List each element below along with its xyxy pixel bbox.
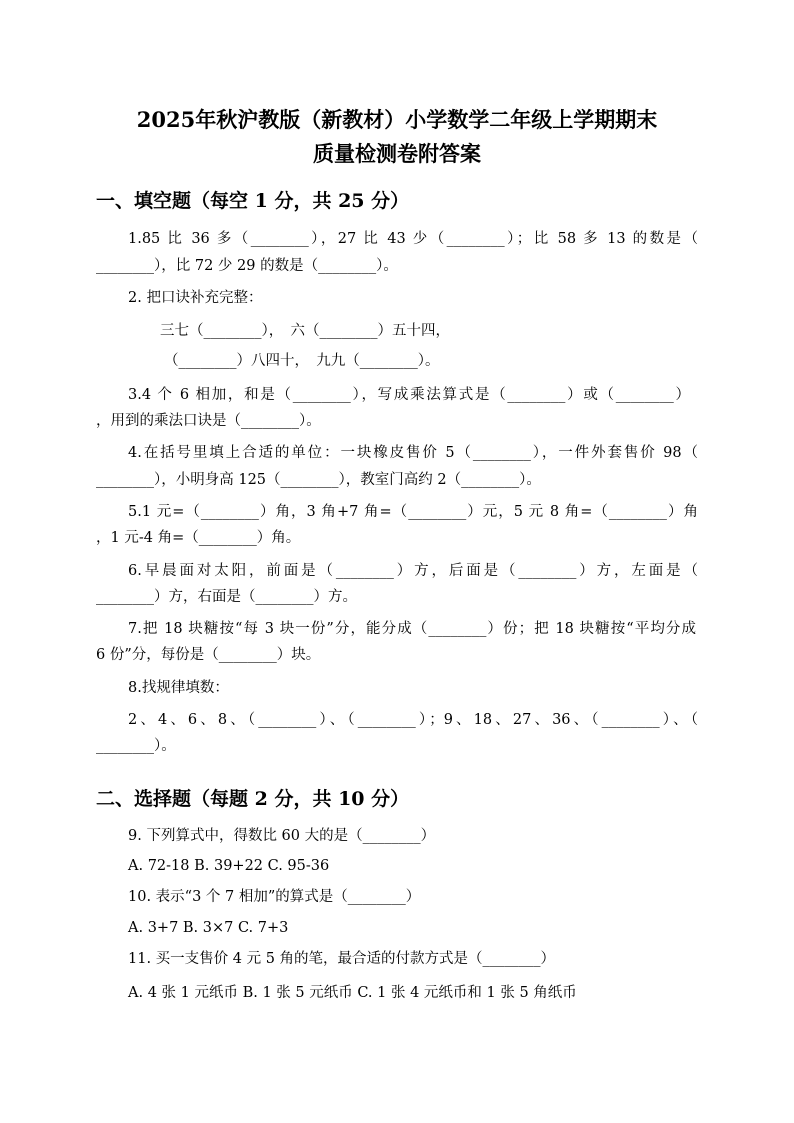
question-5-line-2: ，1 元-4 角=（________）角。 — [96, 530, 301, 546]
question-7-line-2: 6 份”分，每份是（________）块。 — [96, 647, 321, 663]
section-2-heading: 二、选择题（每题 2 分，共 10 分） — [96, 788, 410, 810]
question-9-options: A. 72-18 B. 39+22 C. 95-36 — [128, 858, 330, 874]
question-2-prompt: 2. 把口诀补充完整： — [128, 290, 263, 306]
question-1-line-2: ________），比 72 少 29 的数是（________）。 — [96, 258, 398, 274]
question-10-stem: 10. 表示“3 个 7 相加”的算式是（________） — [128, 889, 421, 905]
title-line-1: 2025年秋沪教版（新教材）小学数学二年级上学期期末 — [136, 107, 658, 132]
question-2-line-2: （________）八四十， 九九（________）。 — [164, 353, 440, 369]
question-11-options: A. 4 张 1 元纸币 B. 1 张 5 元纸币 C. 1 张 4 元纸币和 1 张 5 角纸币 — [128, 985, 577, 1001]
title-line-2: 质量检测卷附答案 — [313, 141, 481, 166]
question-5-line-1: 5.1 元=（________）角，3 角+7 角=（________）元，5 元 8 角=（________）角 — [128, 504, 698, 520]
question-6-line-2: ________）方，右面是（________）方。 — [96, 589, 357, 605]
question-4-line-1: 4.在括号里填上合适的单位：一块橡皮售价 5（________），一件外套售价 98（ — [128, 445, 698, 461]
question-3-line-2: ，用到的乘法口诀是（________）。 — [96, 413, 321, 429]
question-7-line-1: 7.把 18 块糖按“每 3 块一份”分，能分成（________）份；把 18 块糖按“平均分成 — [128, 621, 696, 637]
question-6-line-1: 6.早晨面对太阳，前面是（________）方，后面是（________）方，左面是（ — [128, 563, 698, 579]
question-4-line-2: ________），小明身高 125（________），教室门高约 2（________）。 — [96, 472, 541, 488]
question-2-line-1: 三七（________）， 六（________）五十四， — [160, 323, 450, 339]
question-1-line-1: 1.85 比 36 多（________），27 比 43 少（________）；比 58 多 13 的数是（ — [128, 231, 698, 247]
question-9-stem: 9. 下列算式中，得数比 60 大的是（________） — [128, 828, 436, 844]
question-8-line-1: 2、4、6、8、（________）、（________）；9、18、27、36、（________）、（ — [128, 712, 698, 728]
question-3-line-1: 3.4 个 6 相加，和是（________），写成乘法算式是（________）或（________） — [128, 387, 690, 403]
question-8-line-2: ________）。 — [96, 738, 176, 754]
section-1-heading: 一、填空题（每空 1 分，共 25 分） — [96, 190, 410, 212]
question-8-prompt: 8.找规律填数： — [128, 680, 229, 696]
question-10-options: A. 3+7 B. 3×7 C. 7+3 — [128, 920, 289, 936]
question-11-stem: 11. 买一支售价 4 元 5 角的笔，最合适的付款方式是（________） — [128, 951, 556, 967]
